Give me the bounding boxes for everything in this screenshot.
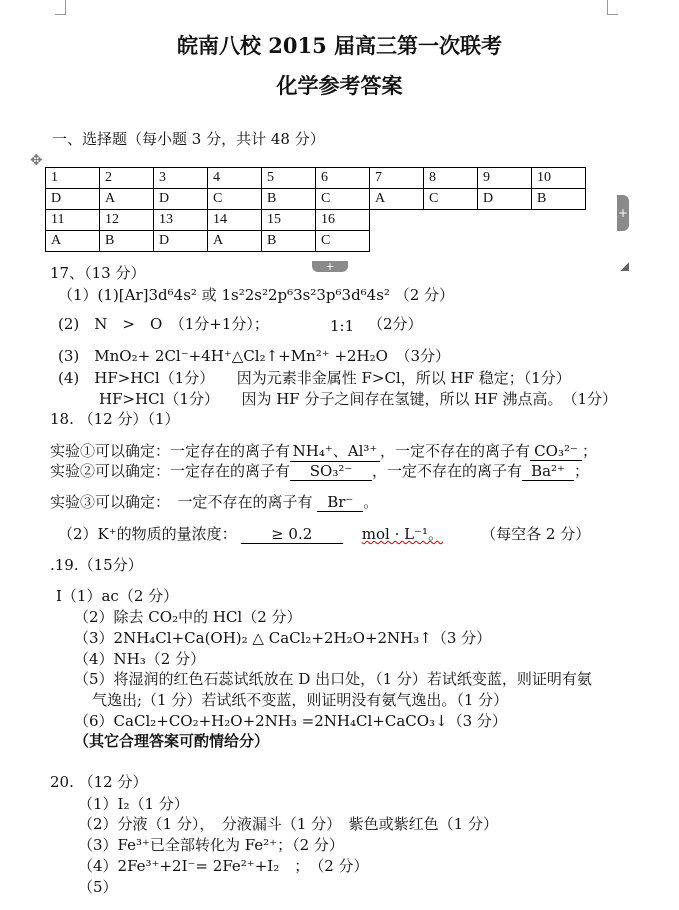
table-cell[interactable]: A	[370, 189, 424, 210]
q19-line1: Ⅰ（1）ac（2 分）	[56, 587, 179, 605]
table-cell[interactable]: 1	[46, 168, 100, 189]
q20-line4: （4）2Fe³⁺+2I⁻= 2Fe²⁺+I₂ ； （2 分）	[78, 857, 369, 875]
q19-line6: 气逸出;（1 分）若试纸不变蓝，则证明没有氨气逸出。（1 分）	[92, 691, 509, 709]
table-cell[interactable]: B	[262, 231, 316, 252]
q18-exp1	[50, 440, 597, 462]
q19-line3: （3）2NH₄Cl+Ca(OH)₂ △ CaCl₂+2H₂O+2NH₃↑（3 分）	[74, 629, 492, 647]
corner-mark-tr	[607, 0, 618, 15]
q18-part2-value: ≥ 0.2	[241, 525, 343, 544]
table-cell[interactable]: D	[478, 189, 532, 210]
q19-line4: （4）NH₃（2 分）	[74, 650, 206, 668]
q20-line5: （5）	[78, 878, 118, 896]
q18-exp2-present: SO₃²⁻	[290, 462, 372, 481]
table-cell[interactable]: 10	[532, 168, 586, 189]
q18-part2-prefix: （2）K⁺的物质的量浓度：	[58, 525, 237, 543]
q17-line3: (3) MnO₂+ 2Cl⁻+4H⁺△Cl₂↑+Mn²⁺ +2H₂O （3分）	[58, 347, 450, 365]
table-cell[interactable]: 9	[478, 168, 532, 189]
page-subtitle: 化学参考答案	[276, 73, 403, 98]
q18-exp1-prefix: 实验①可以确定：一定存在的离子有	[50, 442, 291, 460]
table-cell[interactable]: A	[208, 231, 262, 252]
table-cell[interactable]: C	[208, 189, 262, 210]
empty-cell	[532, 231, 586, 252]
q20-line1: （1）I₂（1 分）	[78, 795, 189, 813]
q18-exp1-present: NH₄⁺、Al³⁺	[290, 440, 380, 462]
table-cell[interactable]: 13	[154, 210, 208, 231]
add-row-icon[interactable]: +	[312, 261, 348, 272]
empty-cell	[478, 210, 532, 231]
empty-cell	[424, 231, 478, 252]
table-cell[interactable]: 5	[262, 168, 316, 189]
table-cell[interactable]: 15	[262, 210, 316, 231]
empty-cell	[370, 210, 424, 231]
table-cell[interactable]: 12	[100, 210, 154, 231]
corner-mark-tl	[55, 0, 66, 15]
table-cell[interactable]: 8	[424, 168, 478, 189]
q17-line2b: 1:1	[330, 317, 355, 335]
page-title: 皖南八校 2015 届高三第一次联考	[176, 33, 503, 58]
table-cell[interactable]: 3	[154, 168, 208, 189]
q18-exp2-absent: Ba²⁺	[522, 462, 574, 481]
table-cell[interactable]: 6	[316, 168, 370, 189]
table-row	[46, 231, 586, 252]
q19-note: （其它合理答案可酌情给分）	[74, 732, 270, 750]
q18-part2	[58, 523, 590, 544]
empty-cell	[532, 210, 586, 231]
section-heading-choice: 一、选择题（每小题 3 分，共计 48 分）	[52, 130, 325, 148]
q18-exp1-mid: ，一定不存在的离子有	[380, 442, 531, 460]
table-cell[interactable]: D	[46, 189, 100, 210]
resize-handle-icon[interactable]	[620, 262, 629, 271]
empty-cell	[424, 210, 478, 231]
q17-line5: HF>HCl（1分） 因为 HF 分子之间存在氢键，所以 HF 沸点高。 （1分）	[99, 390, 618, 408]
q17-line1: （1）(1)[Ar]3d⁶4s² 或 1s²2s²2p⁶3s²3p⁶3d⁶4s² （2 分）	[58, 286, 455, 304]
table-cell[interactable]: C	[316, 189, 370, 210]
answer-table	[45, 167, 586, 252]
table-cell[interactable]: D	[154, 231, 208, 252]
q19-heading: .19.（15分）	[50, 556, 143, 574]
table-cell[interactable]: B	[100, 231, 154, 252]
q17-line2c: （2分）	[368, 315, 423, 333]
table-cell[interactable]: 11	[46, 210, 100, 231]
table-row	[46, 168, 586, 189]
q17-line2a: (2) N > O （1分+1分）；	[58, 315, 269, 333]
q18-exp1-absent: CO₃²⁻	[530, 442, 582, 461]
q18-exp3-absent: Br⁻	[317, 493, 363, 512]
empty-cell	[478, 231, 532, 252]
q19-line7: （6）CaCl₂+CO₂+H₂O+2NH₃ =2NH₄Cl+CaCO₃↓（3 分）	[74, 712, 507, 730]
q20-line2: （2）分液（1 分）， 分液漏斗（1 分） 紫色或紫红色（1 分）	[78, 815, 498, 833]
table-cell[interactable]: D	[154, 189, 208, 210]
table-cell[interactable]: C	[316, 231, 370, 252]
table-cell[interactable]: 16	[316, 210, 370, 231]
table-cell[interactable]: 2	[100, 168, 154, 189]
table-row	[46, 210, 586, 231]
q18-part2-end: （每空各 2 分）	[481, 525, 591, 543]
table-cell[interactable]: 4	[208, 168, 262, 189]
q18-exp2-end: ；	[574, 462, 590, 480]
table-cell[interactable]: 7	[370, 168, 424, 189]
table-row	[46, 189, 586, 210]
move-handle-icon[interactable]: ✥	[30, 151, 43, 169]
q17-line4: (4) HF>HCl（1分） 因为元素非金属性 F>Cl，所以 HF 稳定；（1分）	[58, 369, 571, 387]
q18-exp2-prefix: 实验②可以确定：一定存在的离子有	[50, 462, 291, 480]
table-cell[interactable]: C	[424, 189, 478, 210]
empty-cell	[370, 231, 424, 252]
q18-exp3-prefix: 实验③可以确定： 一定不存在的离子有	[50, 493, 313, 511]
q18-exp2	[50, 460, 589, 481]
table-cell[interactable]: B	[532, 189, 586, 210]
q18-part2-unit: mol · L⁻¹。	[361, 525, 443, 543]
q18-exp2-mid: ，一定不存在的离子有	[372, 462, 523, 480]
q19-line2: （2）除去 CO₂中的 HCl（2 分）	[74, 608, 302, 626]
q18-exp3-end: 。	[363, 493, 379, 511]
q18-exp3	[50, 491, 378, 512]
table-cell[interactable]: 14	[208, 210, 262, 231]
add-column-icon[interactable]: +	[617, 195, 629, 231]
table-cell[interactable]: A	[46, 231, 100, 252]
q19-line5: （5）将湿润的红色石蕊试纸放在 D 出口处，（1 分）若试纸变蓝，则证明有氨	[74, 670, 592, 688]
q18-exp1-end: ；	[582, 442, 598, 460]
q20-line3: （3）Fe³⁺已全部转化为 Fe²⁺；（2 分）	[78, 836, 344, 854]
q17-heading: 17、（13 分）	[50, 264, 146, 282]
table-cell[interactable]: B	[262, 189, 316, 210]
q18-heading: 18. （12 分）（1）	[50, 410, 180, 428]
table-cell[interactable]: A	[100, 189, 154, 210]
q20-heading: 20. （12 分）	[50, 773, 148, 791]
